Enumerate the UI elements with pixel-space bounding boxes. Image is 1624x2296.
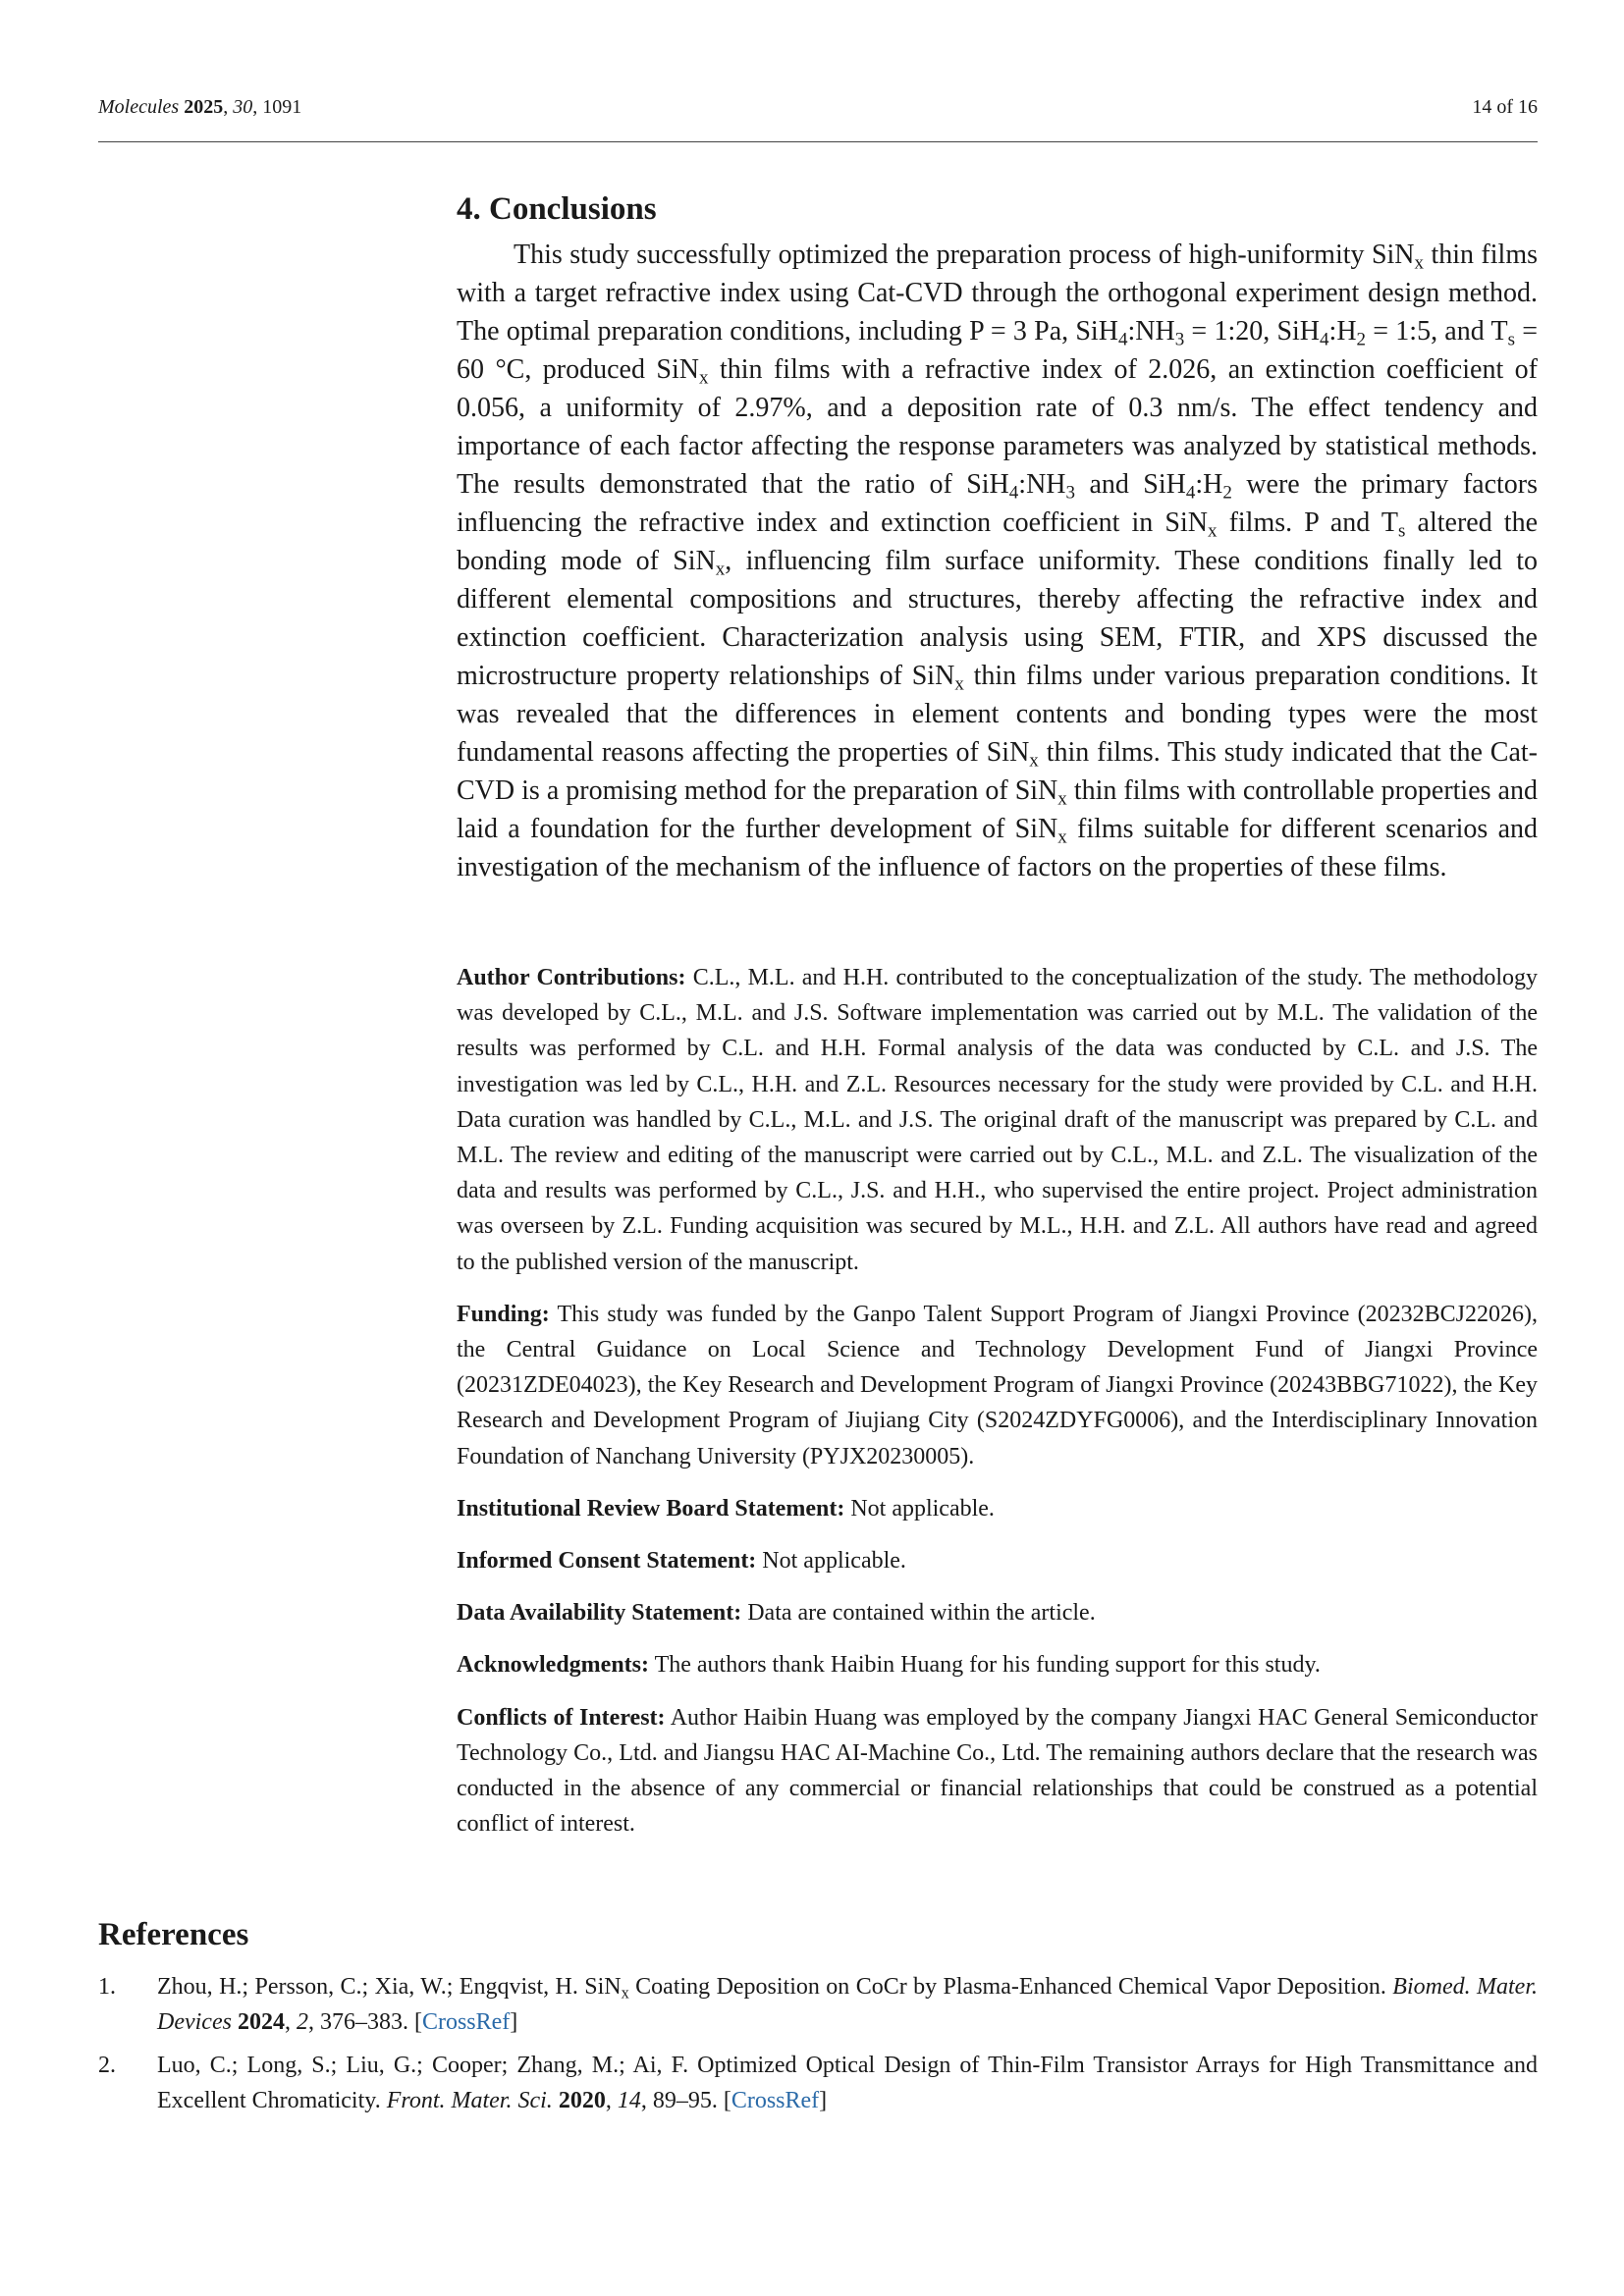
article-number: 1091 bbox=[262, 96, 302, 118]
journal-volume: 30 bbox=[233, 96, 253, 118]
references-heading: References bbox=[98, 1917, 249, 1952]
reference-list bbox=[98, 1969, 1538, 2118]
acknowledgments: Acknowledgments: The authors thank Haibin Huang for his funding support for this study. bbox=[457, 1652, 1321, 1679]
conclusions-heading: 4. Conclusions bbox=[457, 191, 657, 227]
back-matter bbox=[457, 960, 1538, 1858]
page-header bbox=[98, 94, 1538, 142]
author-contributions: Author Contributions: C.L., M.L. and H.H. contributed to the conceptualization of the study. The methodology was developed by C.L., M.L. and J.S. Software implementation was carried out by M.L. The validation of the results was performed by C.L. and H.H. Formal analysis of the data was conducted by C.L. and J.S. The investigation was led by C.L., H.H. and Z.L. Resources necessary for the study were provided by C.L. and H.H. Data curation was handled by C.L., M.L. and J.S. The original draft of the manuscript was prepared by C.L. and M.L. The review and editing of the manuscript were carried out by C.L., M.L. and Z.L. The visualization of the data and results was performed by C.L., J.S. and H.H., who supervised the entire project. Project administration was overseen by Z.L. Funding acquisition was secured by M.L., H.H. and Z.L. All authors have read and agreed to the published version of the manuscript. bbox=[457, 965, 1539, 1275]
irb-statement: Institutional Review Board Statement: Not applicable. bbox=[457, 1495, 995, 1522]
data-availability-statement: Data Availability Statement: Data are contained within the article. bbox=[457, 1600, 1096, 1627]
conflicts-of-interest: Conflicts of Interest: Author Haibin Huang was employed by the company Jiangxi HAC General Semiconductor Technology Co., Ltd. and Jiangsu HAC AI-Machine Co., Ltd. The remaining authors declare that the research was conducted in the absence of any commercial or financial relationships that could be construed as a potential conflict of interest. bbox=[457, 1704, 1538, 1838]
journal-citation: Molecules 2025, 30, 1091 bbox=[98, 96, 302, 118]
journal-year: 2025 bbox=[184, 96, 224, 118]
crossref-link[interactable]: CrossRef bbox=[731, 2088, 820, 2113]
conclusions-paragraph: This study successfully optimized the preparation process of high-uniformity SiN$_x$ thin films with a target refractive index using Cat-CVD through the orthogonal experiment design method. The optimal preparation conditions, including P = 3 Pa, $SiH_4:NH_3$ = 1:20, $SiH_4:H_2$ = 1:5, and $T_s = 60$ °C, produced SiN$_x$ thin films with a refractive index of 2.026, an extinction coefficient of 0.056, a uniformity of 2.97%, and a deposition rate of 0.3 nm/s. The effect tendency and importance of each factor affecting the response parameters was analyzed by statistical methods. The results demonstrated that the ratio of $SiH_4:NH_3$ and $SiH_4:H_2$ were the primary factors influencing the refractive index and extinction coefficient in SiN$_x$ films. P and $T_s$ altered the bonding mode of SiN$_x$, influencing film surface uniformity. These conditions finally led to different elemental compositions and structures, thereby affecting the refractive index and extinction coefficient. Characterization analysis using SEM, FTIR, and XPS discussed the microstructure property relationships of SiN$_x$ thin films under various preparation conditions. It was revealed that the differences in element contents and bonding types were the most fundamental reasons affecting the properties of SiN$_x$ thin films. This study indicated that the Cat-CVD is a promising method for the preparation of SiN$_x$ thin films with controllable properties and laid a foundation for the further development of SiN$_x$ films suitable for different scenarios and investigation of the mechanism of the influence of factors on the properties of these films. bbox=[457, 240, 1539, 882]
reference-item: 2. Luo, C.; Long, S.; Liu, G.; Cooper; Zhang, M.; Ai, F. Optimized Optical Design of Thin-Film Transistor Arrays for High Transmittance and Excellent Chromaticity. Front. Mater. Sci. 2020, 14, 89–95. [CrossRef] bbox=[98, 2053, 1538, 2113]
conclusions-section bbox=[457, 187, 1538, 886]
page-number: 14 of 16 bbox=[1472, 96, 1538, 118]
informed-consent-statement: Informed Consent Statement: Not applicable. bbox=[457, 1548, 906, 1575]
journal-name: Molecules bbox=[98, 96, 180, 118]
reference-item: 1. Zhou, H.; Persson, C.; Xia, W.; Engqvist, H. SiN$_x$ Coating Deposition on CoCr by Plasma-Enhanced Chemical Vapor Deposition. Biomed. Mater. Devices 2024, 2, 376–383. [CrossRef] bbox=[98, 1974, 1538, 2035]
crossref-link[interactable]: CrossRef bbox=[421, 2009, 511, 2035]
references-section bbox=[98, 1912, 1538, 2126]
funding-statement: Funding: This study was funded by the Ganpo Talent Support Program of Jiangxi Province (20232BCJ22026), the Central Guidance on Local Science and Technology Development Fund of Jiangxi Province (20231ZDE04023), the Key Research and Development Program of Jiangxi Province (20243BBG71022), the Key Research and Development Program of Jiujiang City (S2024ZDYFG0006), and the Interdisciplinary Innovation Foundation of Nanchang University (PYJX20230005). bbox=[457, 1301, 1538, 1469]
